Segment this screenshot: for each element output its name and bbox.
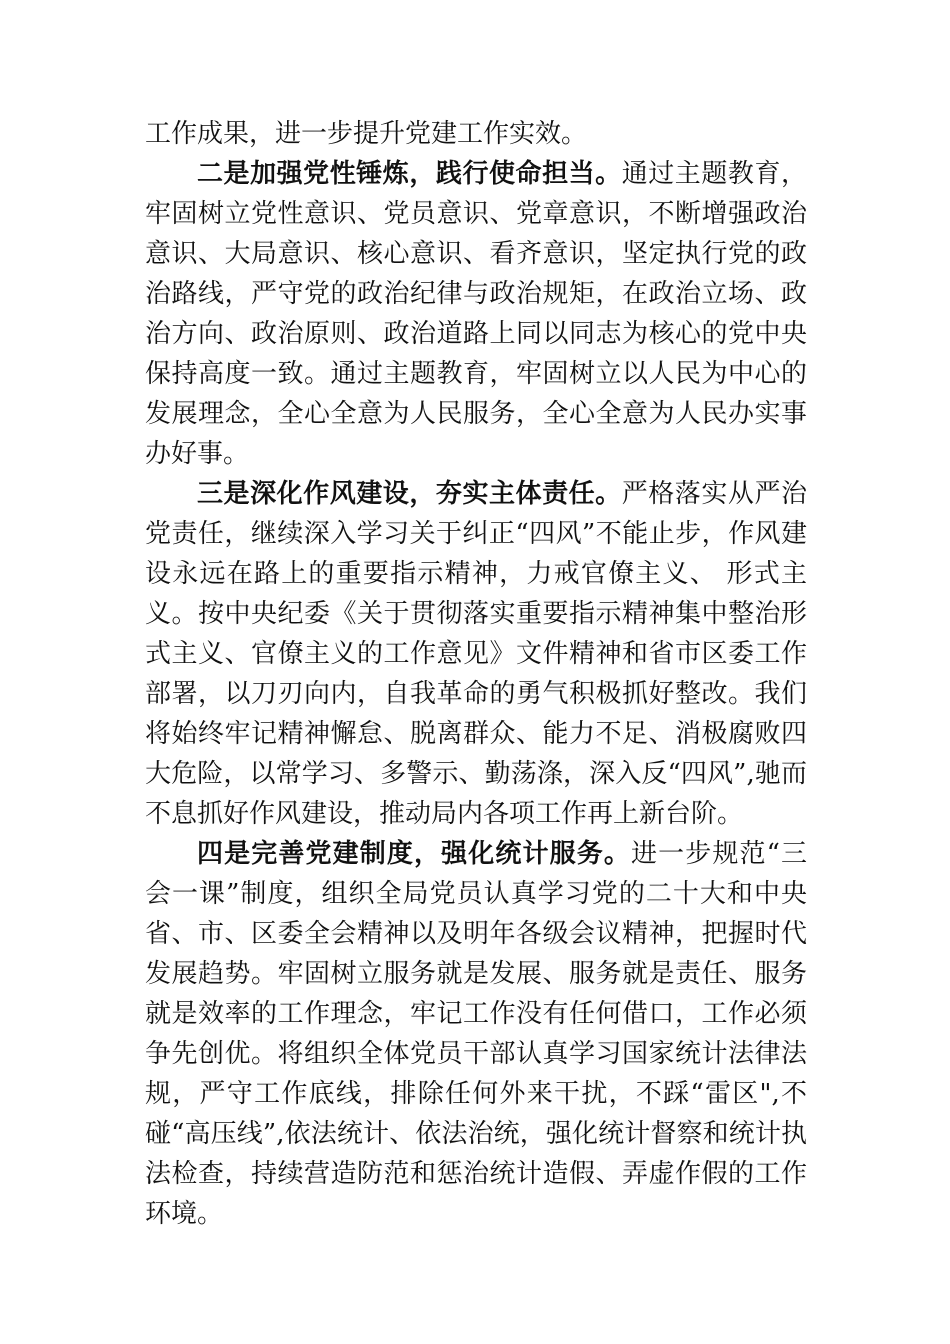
paragraph-continuation [145, 114, 807, 154]
paragraph-point-two [145, 154, 807, 474]
paragraph-heading: 三是深化作风建设，夯实主体责任。 [197, 479, 622, 509]
document-page [145, 114, 807, 1234]
paragraph-text: 严格落实从严治党责任，继续深入学习关于纠正“四风”不能止步，作风建设永远在路上的重要指示精神，力戒官僚主义、 形式主义。按中央纪委《关于贯彻落实重要指示精神集中整治形式主义、官僚主义的工作意见》文件精神和省市区委工作部署，以刀刃向内，自我革命的勇气积极抓好整改。我们将始终牢记精神懈怠、脱离群众、能力不足、消极腐败四大危险，以常学习、多警示、勤荡涤，深入反“四风”,驰而不息抓好作风建设，推动局内各项工作再上新台阶。 [145, 479, 807, 829]
paragraph-point-three [145, 474, 807, 834]
paragraph-point-four [145, 834, 807, 1234]
paragraph-text: 进一步规范“三会一课”制度，组织全局党员认真学习党的二十大和中央省、市、区委全会精神以及明年各级会议精神，把握时代发展趋势。牢固树立服务就是发展、服务就是责任、服务就是效率的工作理念，牢记工作没有任何借口，工作必须争先创优。将组织全体党员干部认真学习国家统计法律法规，严守工作底线，排除任何外来干扰，不踩“雷区",不碰“高压线”,依法统计、依法治统，强化统计督察和统计执法检查，持续营造防范和惩治统计造假、弄虚作假的工作环境。 [145, 839, 807, 1229]
paragraph-text: 工作成果，进一步提升党建工作实效。 [145, 119, 588, 149]
paragraph-heading: 二是加强党性锤炼，践行使命担当。 [197, 159, 622, 189]
paragraph-heading: 四是完善党建制度，强化统计服务。 [197, 839, 631, 869]
paragraph-text: 通过主题教育，牢固树立党性意识、党员意识、党章意识，不断增强政治意识、大局意识、核心意识、看齐意识，坚定执行党的政治路线，严守党的政治纪律与政治规矩，在政治立场、政治方向、政治原则、政治道路上同以同志为核心的党中央保持高度一致。通过主题教育，牢固树立以人民为中心的发展理念，全心全意为人民服务，全心全意为人民办实事办好事。 [145, 159, 807, 469]
